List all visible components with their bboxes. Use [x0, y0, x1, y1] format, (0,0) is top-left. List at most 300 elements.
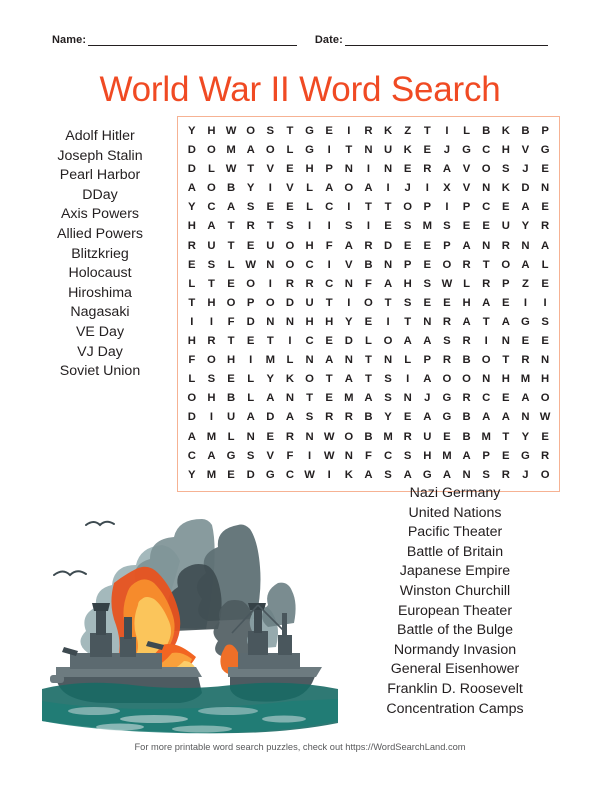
- grid-cell-11-4[interactable]: T: [266, 335, 274, 348]
- grid-cell-14-1[interactable]: H: [207, 392, 216, 405]
- grid-cell-7-14[interactable]: R: [462, 258, 471, 271]
- grid-cell-17-14[interactable]: A: [462, 449, 471, 462]
- grid-cell-0-5[interactable]: T: [286, 125, 294, 137]
- grid-cell-4-5[interactable]: E: [286, 201, 294, 214]
- word-item-right-9[interactable]: General Eisenhower: [390, 661, 520, 678]
- word-item-left-7[interactable]: Holocaust: [68, 265, 132, 282]
- grid-cell-15-10[interactable]: Y: [384, 411, 392, 424]
- grid-cell-15-7[interactable]: R: [325, 411, 334, 424]
- grid-cell-3-11[interactable]: J: [404, 182, 411, 195]
- grid-cell-16-14[interactable]: B: [462, 430, 471, 443]
- grid-cell-18-1[interactable]: M: [206, 468, 217, 481]
- grid-cell-7-12[interactable]: E: [423, 258, 432, 271]
- grid-cell-10-17[interactable]: G: [521, 315, 530, 328]
- grid-cell-6-7[interactable]: F: [325, 239, 333, 252]
- grid-cell-15-15[interactable]: A: [482, 411, 491, 424]
- grid-cell-8-5[interactable]: R: [285, 277, 295, 290]
- grid-cell-14-16[interactable]: E: [502, 392, 510, 405]
- grid-cell-1-12[interactable]: E: [423, 144, 432, 157]
- grid-cell-11-11[interactable]: A: [403, 335, 412, 348]
- grid-cell-8-14[interactable]: L: [463, 277, 471, 290]
- grid-cell-16-16[interactable]: T: [502, 430, 510, 443]
- grid-cell-5-12[interactable]: M: [422, 220, 433, 233]
- grid-cell-4-10[interactable]: T: [384, 201, 392, 214]
- grid-cell-7-17[interactable]: A: [521, 258, 530, 271]
- grid-cell-9-2[interactable]: O: [226, 296, 236, 309]
- grid-cell-5-10[interactable]: E: [384, 220, 392, 233]
- word-item-right-0[interactable]: Nazi Germany: [409, 485, 501, 501]
- grid-cell-1-3[interactable]: A: [246, 144, 255, 157]
- grid-cell-18-16[interactable]: R: [501, 468, 510, 481]
- grid-cell-12-0[interactable]: F: [188, 354, 196, 367]
- grid-cell-8-8[interactable]: N: [344, 277, 353, 290]
- grid-cell-12-16[interactable]: T: [502, 354, 510, 367]
- grid-cell-10-12[interactable]: N: [423, 315, 432, 328]
- grid-cell-8-3[interactable]: O: [246, 277, 256, 290]
- grid-cell-7-10[interactable]: N: [383, 258, 393, 271]
- grid-cell-17-4[interactable]: V: [266, 449, 275, 462]
- word-item-right-6[interactable]: European Theater: [397, 602, 513, 619]
- grid-cell-6-3[interactable]: E: [246, 239, 255, 252]
- grid-cell-14-11[interactable]: N: [403, 392, 412, 405]
- grid-cell-8-1[interactable]: T: [207, 277, 215, 290]
- grid-cell-11-3[interactable]: E: [246, 335, 255, 348]
- grid-cell-9-5[interactable]: D: [285, 296, 295, 309]
- grid-cell-10-4[interactable]: N: [266, 315, 275, 328]
- grid-cell-12-18[interactable]: N: [541, 354, 550, 367]
- grid-cell-1-17[interactable]: V: [521, 144, 530, 157]
- grid-cell-17-15[interactable]: P: [482, 449, 490, 462]
- grid-cell-7-1[interactable]: S: [207, 258, 216, 271]
- grid-cell-16-12[interactable]: U: [423, 430, 432, 443]
- grid-cell-18-11[interactable]: A: [403, 468, 412, 481]
- grid-cell-8-18[interactable]: E: [541, 277, 549, 290]
- grid-cell-14-2[interactable]: B: [226, 392, 236, 405]
- grid-cell-1-16[interactable]: H: [501, 144, 510, 157]
- grid-cell-1-0[interactable]: D: [187, 144, 196, 157]
- grid-cell-17-1[interactable]: A: [207, 449, 216, 462]
- grid-cell-0-9[interactable]: R: [364, 125, 373, 137]
- grid-cell-5-8[interactable]: S: [345, 220, 353, 233]
- grid-cell-1-5[interactable]: L: [286, 144, 294, 157]
- word-item-left-6[interactable]: Blitzkrieg: [71, 245, 129, 262]
- grid-cell-13-10[interactable]: S: [384, 373, 392, 386]
- grid-cell-18-5[interactable]: C: [285, 468, 295, 481]
- grid-cell-18-9[interactable]: A: [364, 468, 373, 481]
- grid-cell-10-2[interactable]: F: [227, 315, 235, 328]
- grid-cell-4-9[interactable]: T: [364, 201, 372, 214]
- grid-cell-18-2[interactable]: E: [227, 468, 235, 481]
- grid-cell-14-0[interactable]: O: [187, 392, 197, 405]
- grid-cell-3-0[interactable]: A: [187, 182, 196, 195]
- grid-cell-10-15[interactable]: T: [482, 315, 490, 328]
- grid-cell-4-13[interactable]: I: [445, 201, 449, 214]
- grid-cell-9-17[interactable]: I: [523, 296, 527, 309]
- grid-cell-0-4[interactable]: S: [266, 125, 275, 137]
- grid-cell-15-5[interactable]: A: [285, 411, 295, 424]
- grid-cell-10-0[interactable]: I: [190, 315, 194, 328]
- grid-cell-5-4[interactable]: T: [266, 220, 274, 233]
- grid-cell-4-3[interactable]: S: [246, 201, 255, 214]
- grid-cell-15-3[interactable]: A: [246, 411, 255, 424]
- grid-cell-14-9[interactable]: A: [364, 392, 373, 405]
- grid-cell-3-10[interactable]: I: [386, 182, 390, 195]
- grid-cell-17-7[interactable]: W: [323, 449, 335, 462]
- word-item-right-5[interactable]: Winston Churchill: [399, 582, 511, 599]
- grid-cell-12-1[interactable]: O: [207, 354, 216, 367]
- grid-cell-7-7[interactable]: I: [327, 258, 331, 271]
- grid-cell-9-11[interactable]: S: [403, 296, 412, 309]
- grid-cell-9-12[interactable]: E: [423, 296, 432, 309]
- grid-cell-4-7[interactable]: C: [325, 201, 334, 214]
- grid-cell-14-18[interactable]: O: [540, 392, 550, 405]
- grid-cell-13-14[interactable]: O: [462, 373, 471, 386]
- grid-cell-9-14[interactable]: H: [462, 296, 471, 309]
- grid-cell-18-4[interactable]: G: [265, 468, 275, 481]
- grid-cell-10-3[interactable]: D: [246, 315, 255, 328]
- grid-cell-2-13[interactable]: A: [442, 163, 452, 176]
- grid-cell-2-7[interactable]: P: [325, 163, 333, 176]
- grid-cell-8-0[interactable]: L: [188, 277, 196, 290]
- grid-cell-3-2[interactable]: B: [226, 182, 236, 195]
- grid-cell-5-3[interactable]: R: [246, 220, 255, 233]
- grid-cell-8-10[interactable]: A: [383, 277, 393, 290]
- grid-cell-0-8[interactable]: I: [347, 125, 351, 137]
- grid-cell-9-13[interactable]: E: [443, 296, 451, 309]
- grid-cell-10-9[interactable]: E: [364, 315, 373, 328]
- grid-cell-3-1[interactable]: O: [207, 182, 216, 195]
- grid-cell-0-0[interactable]: Y: [188, 125, 196, 137]
- grid-cell-11-0[interactable]: H: [187, 335, 196, 348]
- grid-cell-7-4[interactable]: N: [266, 258, 275, 271]
- grid-cell-17-16[interactable]: E: [502, 449, 510, 462]
- grid-cell-12-12[interactable]: P: [423, 354, 432, 367]
- grid-cell-1-6[interactable]: G: [305, 144, 314, 157]
- grid-cell-13-12[interactable]: A: [423, 373, 432, 386]
- grid-cell-2-3[interactable]: T: [247, 163, 255, 176]
- word-item-left-11[interactable]: VJ Day: [77, 343, 123, 360]
- grid-cell-1-14[interactable]: G: [462, 144, 471, 157]
- grid-cell-10-10[interactable]: I: [386, 315, 390, 328]
- grid-cell-15-0[interactable]: D: [187, 411, 196, 424]
- grid-cell-15-8[interactable]: R: [344, 411, 353, 424]
- word-item-left-2[interactable]: Pearl Harbor: [59, 167, 141, 184]
- grid-cell-7-8[interactable]: V: [345, 258, 353, 271]
- word-item-right-4[interactable]: Japanese Empire: [399, 563, 511, 580]
- grid-cell-7-18[interactable]: L: [541, 258, 549, 271]
- grid-cell-17-11[interactable]: S: [403, 449, 412, 462]
- grid-cell-4-6[interactable]: L: [306, 201, 314, 214]
- grid-cell-1-11[interactable]: K: [403, 144, 412, 157]
- grid-cell-4-17[interactable]: A: [521, 201, 530, 214]
- grid-cell-16-15[interactable]: M: [481, 430, 491, 443]
- grid-cell-10-11[interactable]: T: [404, 315, 412, 328]
- grid-cell-11-7[interactable]: E: [325, 335, 333, 348]
- grid-cell-3-9[interactable]: A: [364, 182, 373, 195]
- grid-cell-4-14[interactable]: P: [462, 201, 471, 214]
- grid-cell-17-18[interactable]: R: [541, 449, 550, 462]
- grid-cell-17-5[interactable]: F: [286, 449, 294, 462]
- grid-cell-6-4[interactable]: U: [266, 239, 275, 252]
- grid-cell-6-15[interactable]: N: [482, 239, 491, 252]
- grid-cell-17-2[interactable]: G: [226, 449, 236, 462]
- grid-cell-5-15[interactable]: E: [482, 220, 490, 233]
- grid-cell-1-1[interactable]: O: [207, 144, 216, 157]
- grid-cell-0-11[interactable]: Z: [404, 125, 412, 137]
- grid-cell-9-16[interactable]: E: [502, 296, 510, 309]
- grid-cell-14-3[interactable]: L: [247, 392, 255, 405]
- grid-cell-6-12[interactable]: E: [423, 239, 432, 252]
- grid-cell-15-18[interactable]: W: [539, 411, 551, 424]
- word-item-left-12[interactable]: Soviet Union: [59, 363, 141, 380]
- grid-cell-5-9[interactable]: I: [366, 220, 370, 233]
- grid-cell-13-17[interactable]: M: [520, 373, 531, 386]
- word-item-right-10[interactable]: Franklin D. Roosevelt: [387, 680, 523, 697]
- grid-cell-8-7[interactable]: C: [325, 277, 334, 290]
- grid-cell-2-5[interactable]: E: [286, 163, 294, 176]
- grid-cell-13-15[interactable]: N: [482, 373, 491, 386]
- grid-cell-9-3[interactable]: P: [246, 296, 255, 309]
- grid-cell-6-13[interactable]: P: [443, 239, 451, 252]
- grid-cell-2-10[interactable]: N: [383, 163, 393, 176]
- grid-cell-12-13[interactable]: R: [442, 354, 452, 367]
- word-search-grid[interactable]: [177, 116, 560, 492]
- word-item-left-8[interactable]: Hiroshima: [68, 284, 132, 301]
- grid-cell-4-12[interactable]: P: [423, 201, 432, 214]
- grid-cell-17-8[interactable]: N: [344, 449, 353, 462]
- grid-cell-9-18[interactable]: I: [543, 296, 547, 309]
- grid-cell-15-4[interactable]: D: [266, 411, 275, 424]
- grid-cell-4-18[interactable]: E: [541, 201, 549, 214]
- grid-cell-3-13[interactable]: X: [443, 182, 451, 195]
- grid-cell-8-15[interactable]: R: [482, 277, 491, 290]
- grid-cell-10-18[interactable]: S: [541, 315, 549, 328]
- grid-cell-18-10[interactable]: S: [384, 468, 392, 481]
- grid-cell-7-3[interactable]: W: [245, 258, 257, 271]
- word-item-right-1[interactable]: United Nations: [408, 504, 502, 521]
- grid-cell-8-2[interactable]: E: [227, 277, 235, 290]
- grid-cell-13-7[interactable]: T: [325, 373, 333, 386]
- grid-cell-17-10[interactable]: C: [383, 449, 393, 462]
- grid-cell-2-1[interactable]: L: [207, 163, 215, 176]
- grid-cell-13-16[interactable]: H: [501, 373, 510, 386]
- grid-cell-0-12[interactable]: T: [423, 125, 431, 137]
- date-field[interactable]: [315, 34, 548, 46]
- grid-cell-4-1[interactable]: C: [207, 201, 216, 214]
- grid-cell-10-13[interactable]: R: [442, 315, 452, 328]
- grid-cell-16-13[interactable]: E: [443, 430, 451, 443]
- grid-cell-15-14[interactable]: B: [462, 411, 471, 424]
- grid-cell-8-9[interactable]: F: [364, 277, 372, 290]
- grid-cell-17-0[interactable]: C: [187, 449, 196, 462]
- grid-cell-5-14[interactable]: E: [462, 220, 471, 233]
- grid-cell-14-6[interactable]: T: [306, 392, 314, 405]
- grid-cell-15-1[interactable]: I: [209, 411, 213, 424]
- name-field[interactable]: [52, 34, 297, 46]
- grid-cell-5-7[interactable]: I: [327, 220, 331, 233]
- grid-cell-12-9[interactable]: T: [364, 354, 372, 367]
- grid-cell-12-11[interactable]: L: [404, 354, 412, 367]
- grid-cell-11-18[interactable]: E: [541, 335, 549, 348]
- grid-cell-7-16[interactable]: O: [501, 258, 511, 271]
- grid-cell-16-9[interactable]: B: [364, 430, 373, 443]
- grid-cell-10-7[interactable]: H: [325, 315, 334, 328]
- word-item-right-11[interactable]: Concentration Camps: [386, 700, 524, 717]
- grid-cell-8-6[interactable]: R: [305, 277, 314, 290]
- grid-cell-6-10[interactable]: D: [383, 239, 393, 252]
- grid-cell-12-2[interactable]: H: [226, 354, 236, 367]
- grid-cell-16-6[interactable]: N: [305, 430, 314, 443]
- grid-cell-17-3[interactable]: S: [246, 449, 255, 462]
- grid-cell-12-7[interactable]: A: [325, 354, 334, 367]
- grid-cell-13-18[interactable]: H: [541, 373, 550, 386]
- grid-cell-3-8[interactable]: O: [344, 182, 354, 195]
- grid-cell-2-6[interactable]: H: [305, 163, 314, 176]
- grid-cell-18-12[interactable]: G: [422, 468, 432, 481]
- grid-cell-16-8[interactable]: O: [344, 430, 354, 443]
- grid-cell-14-10[interactable]: S: [384, 392, 392, 405]
- grid-cell-0-6[interactable]: G: [305, 125, 314, 137]
- grid-cell-18-0[interactable]: Y: [188, 468, 196, 481]
- grid-cell-1-8[interactable]: T: [345, 144, 353, 157]
- grid-cell-16-0[interactable]: A: [187, 430, 196, 443]
- grid-cell-15-12[interactable]: A: [423, 411, 432, 424]
- grid-cell-6-1[interactable]: U: [207, 239, 216, 252]
- word-item-left-3[interactable]: DDay: [82, 186, 118, 203]
- grid-cell-11-16[interactable]: N: [501, 335, 510, 348]
- grid-cell-18-18[interactable]: O: [540, 468, 550, 481]
- grid-cell-6-8[interactable]: A: [344, 239, 353, 252]
- grid-cell-12-4[interactable]: M: [265, 354, 276, 367]
- grid-cell-5-0[interactable]: H: [187, 220, 196, 233]
- name-input-rule[interactable]: [88, 34, 297, 46]
- grid-cell-12-10[interactable]: N: [383, 354, 393, 367]
- word-item-right-7[interactable]: Battle of the Bulge: [397, 622, 513, 639]
- grid-cell-9-4[interactable]: O: [265, 296, 275, 309]
- grid-cell-7-11[interactable]: P: [403, 258, 412, 271]
- grid-cell-3-6[interactable]: L: [306, 182, 314, 195]
- grid-cell-15-2[interactable]: U: [226, 411, 236, 424]
- grid-cell-4-16[interactable]: E: [502, 201, 510, 214]
- word-item-left-4[interactable]: Axis Powers: [60, 206, 140, 223]
- grid-cell-2-14[interactable]: V: [462, 163, 471, 176]
- grid-cell-18-13[interactable]: A: [442, 468, 452, 481]
- grid-cell-8-11[interactable]: H: [403, 277, 412, 290]
- grid-cell-18-17[interactable]: J: [522, 468, 529, 481]
- grid-cell-6-14[interactable]: A: [462, 239, 471, 252]
- grid-cell-18-6[interactable]: W: [304, 468, 315, 481]
- grid-cell-0-14[interactable]: L: [463, 125, 471, 137]
- grid-cell-6-11[interactable]: E: [403, 239, 412, 252]
- grid-cell-12-14[interactable]: B: [462, 354, 471, 367]
- grid-cell-3-15[interactable]: N: [482, 182, 491, 195]
- grid-cell-2-11[interactable]: E: [403, 163, 412, 176]
- grid-cell-15-11[interactable]: E: [403, 411, 412, 424]
- grid-cell-9-0[interactable]: T: [188, 296, 196, 309]
- grid-cell-12-5[interactable]: L: [286, 354, 294, 367]
- grid-cell-13-4[interactable]: Y: [266, 373, 275, 386]
- grid-cell-2-15[interactable]: O: [481, 163, 491, 176]
- grid-cell-6-2[interactable]: T: [227, 239, 235, 252]
- grid-cell-8-17[interactable]: Z: [521, 277, 529, 290]
- grid-cell-14-14[interactable]: R: [462, 392, 471, 405]
- grid-cell-2-9[interactable]: I: [366, 163, 370, 176]
- grid-cell-0-7[interactable]: E: [325, 125, 333, 137]
- grid-cell-5-2[interactable]: T: [227, 220, 235, 233]
- grid-cell-2-8[interactable]: N: [344, 163, 353, 176]
- grid-cell-18-8[interactable]: K: [344, 468, 353, 481]
- grid-cell-6-18[interactable]: A: [541, 239, 550, 252]
- grid-cell-0-1[interactable]: H: [207, 125, 216, 137]
- grid-cell-7-9[interactable]: B: [364, 258, 373, 271]
- grid-cell-11-1[interactable]: R: [207, 335, 216, 348]
- grid-cell-6-17[interactable]: N: [521, 239, 530, 252]
- grid-cell-7-15[interactable]: T: [482, 258, 490, 271]
- grid-cell-11-9[interactable]: L: [364, 335, 372, 348]
- grid-cell-10-5[interactable]: N: [285, 315, 295, 328]
- grid-cell-12-17[interactable]: R: [521, 354, 530, 367]
- grid-cell-4-0[interactable]: Y: [188, 201, 196, 214]
- grid-cell-16-2[interactable]: L: [227, 430, 235, 443]
- grid-cell-14-5[interactable]: N: [285, 392, 295, 405]
- grid-cell-6-6[interactable]: H: [305, 239, 314, 252]
- word-item-right-3[interactable]: Battle of Britain: [406, 543, 504, 560]
- grid-cell-6-5[interactable]: O: [285, 239, 295, 252]
- grid-cell-8-4[interactable]: I: [268, 277, 272, 290]
- grid-cell-2-18[interactable]: E: [541, 163, 549, 176]
- grid-cell-8-13[interactable]: W: [441, 277, 453, 290]
- grid-cell-14-8[interactable]: M: [344, 392, 354, 405]
- grid-cell-17-6[interactable]: I: [307, 449, 312, 462]
- word-item-left-9[interactable]: Nagasaki: [70, 304, 130, 321]
- grid-cell-18-3[interactable]: D: [246, 468, 255, 481]
- grid-cell-11-13[interactable]: S: [443, 335, 451, 348]
- grid-cell-16-7[interactable]: W: [323, 430, 335, 443]
- grid-cell-7-5[interactable]: O: [285, 258, 295, 271]
- word-item-left-5[interactable]: Allied Powers: [57, 225, 143, 242]
- grid-cell-15-6[interactable]: S: [305, 411, 314, 424]
- grid-cell-4-2[interactable]: A: [226, 201, 236, 214]
- grid-cell-18-14[interactable]: N: [462, 468, 471, 481]
- grid-cell-16-1[interactable]: M: [206, 430, 217, 443]
- grid-cell-18-15[interactable]: S: [482, 468, 490, 481]
- grid-cell-13-9[interactable]: T: [364, 373, 372, 386]
- grid-cell-4-15[interactable]: C: [482, 201, 491, 214]
- grid-cell-0-10[interactable]: K: [383, 125, 393, 137]
- grid-cell-13-0[interactable]: L: [188, 373, 196, 386]
- grid-cell-7-0[interactable]: E: [188, 258, 196, 271]
- word-item-right-2[interactable]: Pacific Theater: [407, 524, 503, 541]
- grid-cell-17-13[interactable]: M: [442, 449, 452, 462]
- grid-cell-7-2[interactable]: L: [227, 258, 235, 271]
- grid-cell-2-17[interactable]: J: [522, 163, 529, 176]
- grid-cell-6-0[interactable]: R: [187, 239, 196, 252]
- grid-cell-0-2[interactable]: W: [225, 125, 237, 137]
- grid-cell-13-8[interactable]: A: [344, 373, 353, 386]
- grid-cell-16-3[interactable]: N: [246, 430, 255, 443]
- grid-cell-14-15[interactable]: C: [482, 392, 491, 405]
- grid-cell-9-9[interactable]: O: [364, 296, 373, 309]
- grid-cell-11-5[interactable]: I: [288, 335, 292, 348]
- grid-cell-11-2[interactable]: T: [227, 335, 235, 348]
- grid-cell-0-16[interactable]: K: [501, 125, 510, 137]
- grid-cell-3-4[interactable]: I: [268, 182, 272, 195]
- grid-cell-7-13[interactable]: O: [442, 258, 452, 271]
- grid-cell-4-11[interactable]: O: [403, 201, 413, 214]
- grid-cell-15-13[interactable]: G: [442, 411, 452, 424]
- grid-cell-14-7[interactable]: E: [325, 392, 333, 405]
- grid-cell-3-18[interactable]: N: [541, 182, 550, 195]
